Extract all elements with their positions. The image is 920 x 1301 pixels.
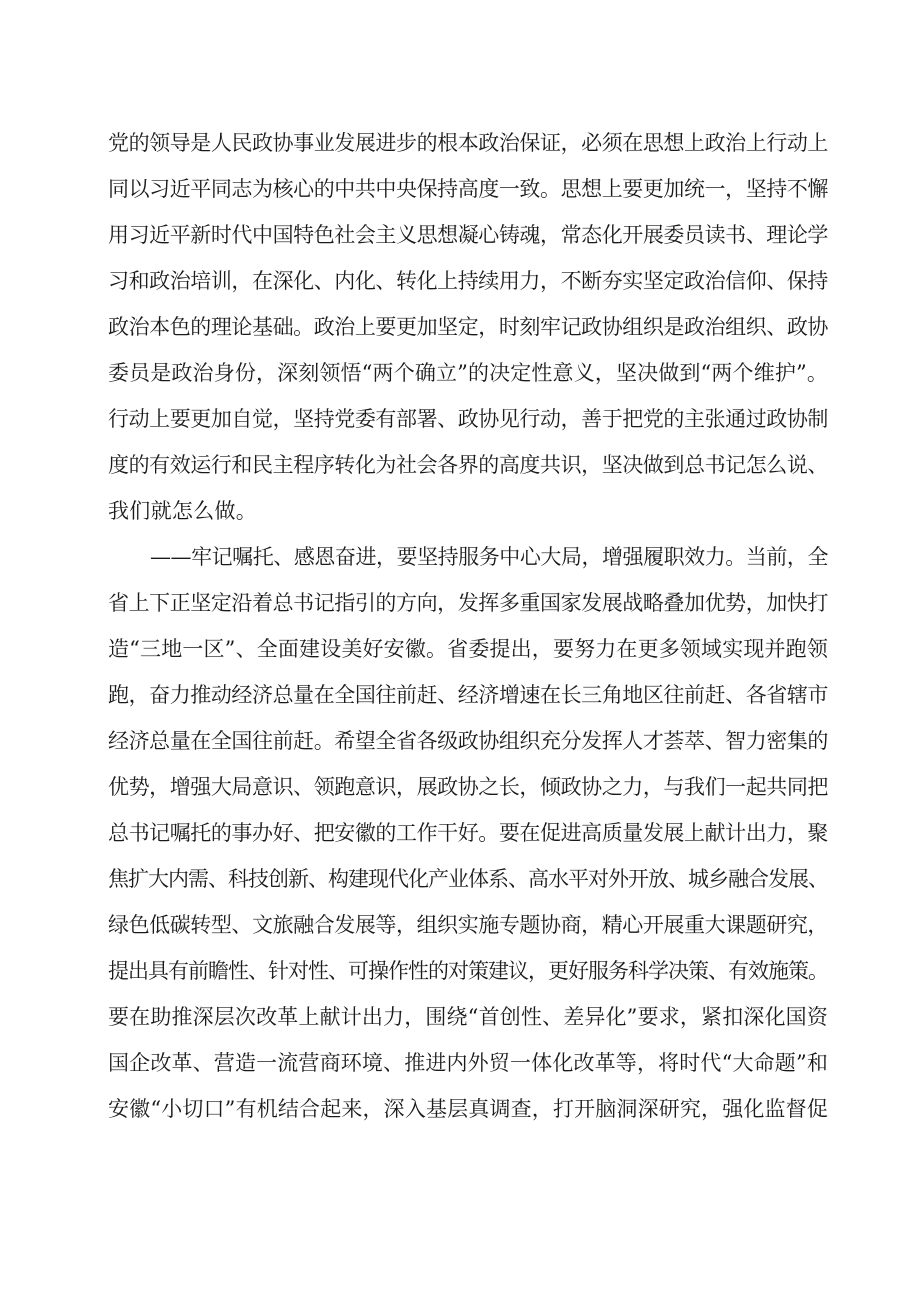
text-line: 习和政治培训，在深化、内化、转化上持续用力，不断夯实坚定政治信仰、保持 — [108, 269, 828, 293]
text-line: 政治本色的理论基础。政治上要更加坚定，时刻牢记政协组织是政治组织、政协 — [108, 315, 828, 339]
text-line: 要在助推深层次改革上献计出力，围绕“首创性、差异化”要求，紧扣深化国资 — [108, 1005, 828, 1029]
text-line: 行动上要更加自觉，坚持党委有部署、政协见行动，善于把党的主张通过政协制 — [108, 407, 828, 431]
text-line: 同以习近平同志为核心的中共中央保持高度一致。思想上要更加统一，坚持不懈 — [108, 177, 828, 201]
text-line: 焦扩大内需、科技创新、构建现代化产业体系、高水平对外开放、城乡融合发展、 — [108, 867, 828, 891]
text-line: 安徽“小切口”有机结合起来，深入基层真调查，打开脑洞深研究，强化监督促 — [108, 1097, 828, 1121]
text-line: ——牢记嘱托、感恩奋进，要坚持服务中心大局，增强履职效力。当前，全 — [150, 545, 828, 569]
text-line: 度的有效运行和民主程序转化为社会各界的高度共识，坚决做到总书记怎么说、 — [108, 453, 828, 477]
text-line: 我们就怎么做。 — [108, 499, 258, 523]
text-line: 省上下正坚定沿着总书记指引的方向，发挥多重国家发展战略叠加优势，加快打 — [108, 591, 828, 615]
text-line: 提出具有前瞻性、针对性、可操作性的对策建议，更好服务科学决策、有效施策。 — [108, 959, 828, 983]
text-line: 委员是政治身份，深刻领悟“两个确立”的决定性意义，坚决做到“两个维护”。 — [108, 361, 828, 385]
text-line: 跑，奋力推动经济总量在全国往前赶、经济增速在长三角地区往前赶、各省辖市 — [108, 683, 828, 707]
text-line: 造“三地一区”、全面建设美好安徽。省委提出，要努力在更多领域实现并跑领 — [108, 637, 828, 661]
text-line: 党的领导是人民政协事业发展进步的根本政治保证，必须在思想上政治上行动上 — [108, 131, 828, 155]
text-line: 绿色低碳转型、文旅融合发展等，组织实施专题协商，精心开展重大课题研究， — [108, 913, 828, 937]
text-line: 优势，增强大局意识、领跑意识，展政协之长，倾政协之力，与我们一起共同把 — [108, 775, 828, 799]
text-line: 国企改革、营造一流营商环境、推进内外贸一体化改革等，将时代“大命题”和 — [108, 1051, 828, 1075]
text-line: 总书记嘱托的事办好、把安徽的工作干好。要在促进高质量发展上献计出力，聚 — [108, 821, 828, 845]
text-line: 经济总量在全国往前赶。希望全省各级政协组织充分发挥人才荟萃、智力密集的 — [108, 729, 828, 753]
text-line: 用习近平新时代中国特色社会主义思想凝心铸魂，常态化开展委员读书、理论学 — [108, 223, 828, 247]
body-text — [108, 120, 828, 1132]
